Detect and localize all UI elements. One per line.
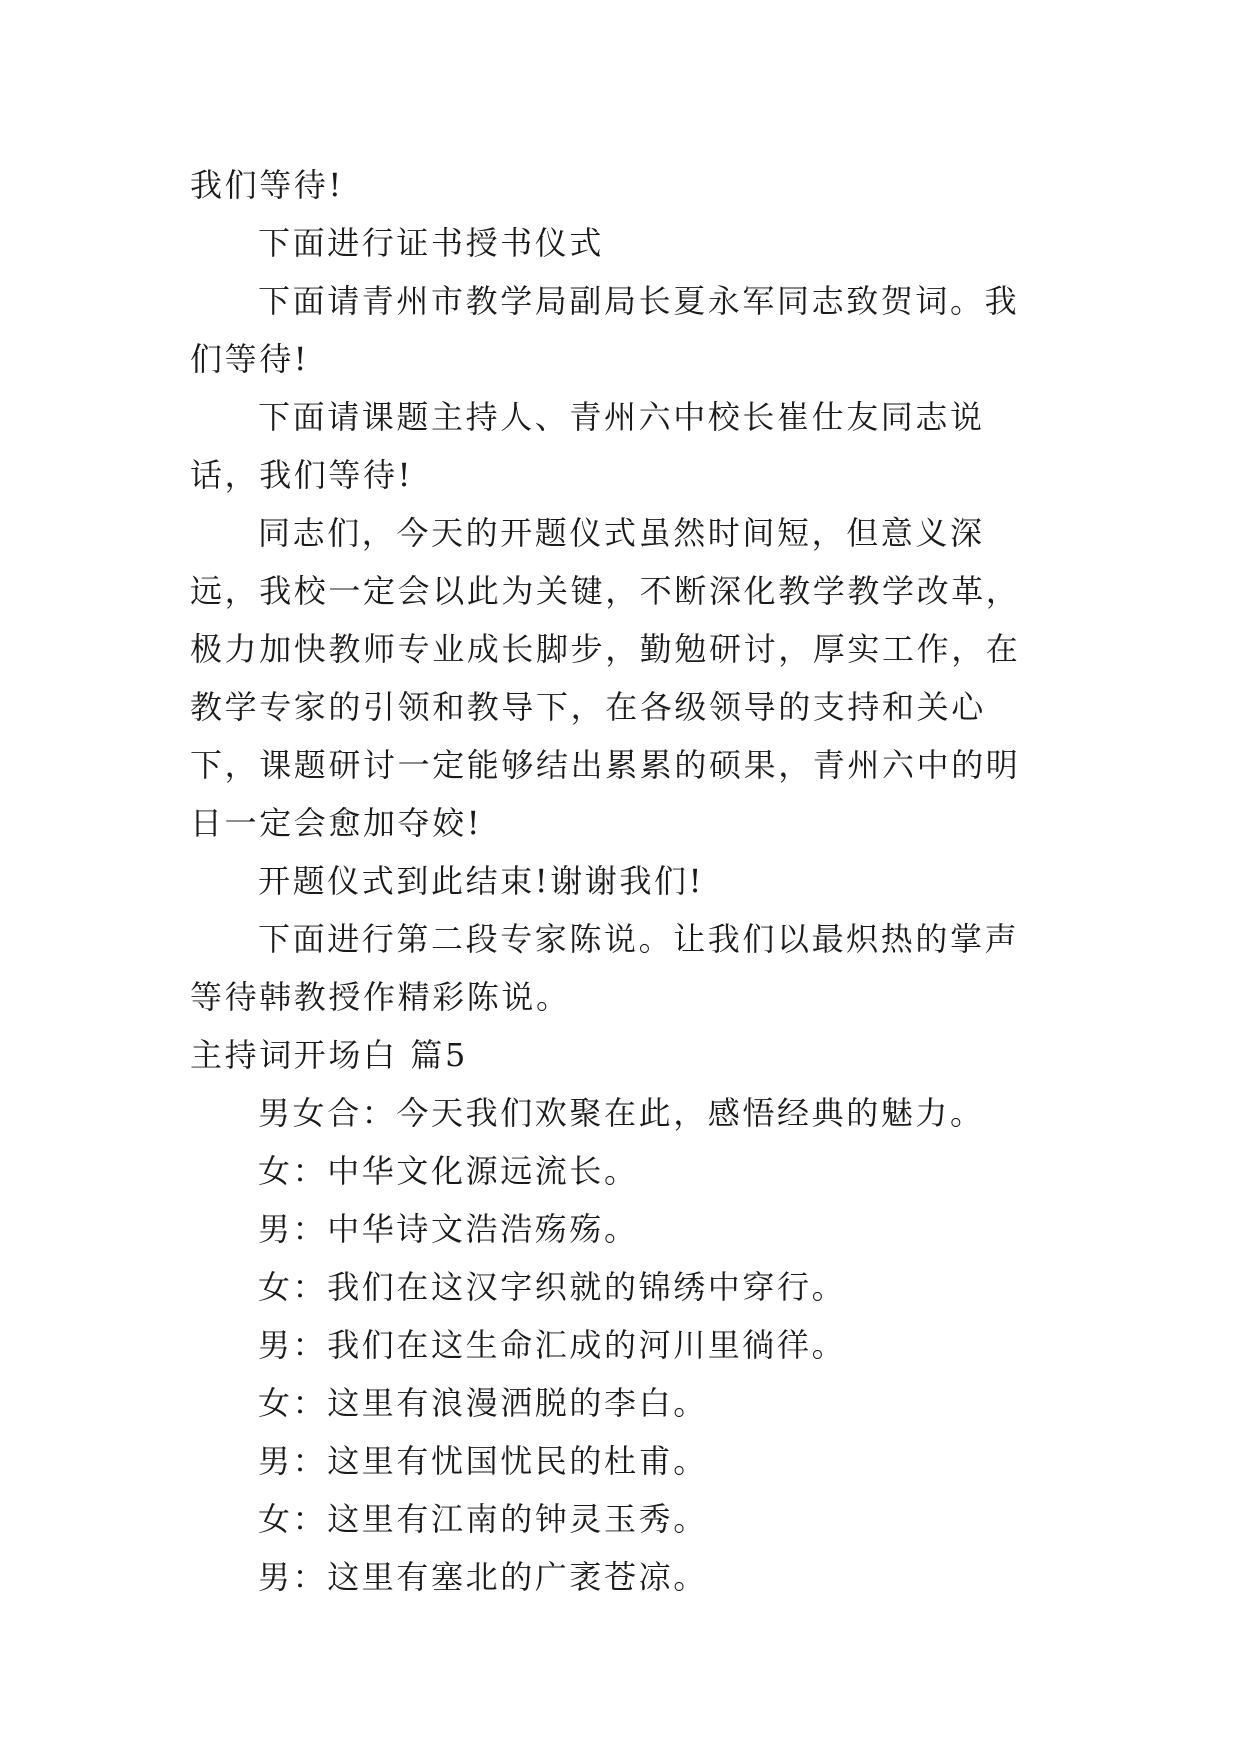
paragraph: 下面请青州市教学局副局长夏永军同志致贺词。我们等待! bbox=[190, 282, 1020, 378]
section-heading: 主持词开场白 篇5 bbox=[190, 1036, 468, 1074]
dialogue-line: 男女合：今天我们欢聚在此，感悟经典的魅力。 bbox=[258, 1094, 985, 1132]
dialogue-line: 女：我们在这汉字织就的锦绣中穿行。 bbox=[258, 1268, 847, 1306]
dialogue-line: 男：这里有塞北的广袤苍凉。 bbox=[258, 1558, 708, 1596]
paragraph: 我们等待! bbox=[190, 166, 344, 204]
document-body bbox=[190, 156, 1052, 1606]
paragraph: 同志们，今天的开题仪式虽然时间短，但意义深远，我校一定会以此为关键，不断深化教学教学改革，极力加快教师专业成长脚步，勤勉研讨，厚实工作，在教学专家的引领和教导下，在各级领导的支持和关心下，课题研讨一定能够结出累累的硕果，青州六中的明日一定会愈加夺姣! bbox=[190, 514, 1021, 842]
dialogue-line: 男：中华诗文浩浩殇殇。 bbox=[258, 1210, 639, 1248]
dialogue-list bbox=[190, 1084, 1052, 1606]
dialogue-line: 女：这里有浪漫洒脱的李白。 bbox=[258, 1384, 708, 1422]
dialogue-line: 女：这里有江南的钟灵玉秀。 bbox=[258, 1500, 708, 1538]
dialogue-line: 男：我们在这生命汇成的河川里徜徉。 bbox=[258, 1326, 847, 1364]
dialogue-line: 女：中华文化源远流长。 bbox=[258, 1152, 639, 1190]
dialogue-line: 男：这里有忧国忧民的杜甫。 bbox=[258, 1442, 708, 1480]
paragraph: 下面进行证书授书仪式 bbox=[258, 224, 605, 262]
paragraph: 开题仪式到此结束!谢谢我们! bbox=[258, 862, 705, 900]
paragraph: 下面进行第二段专家陈说。让我们以最炽热的掌声等待韩教授作精彩陈说。 bbox=[190, 920, 1020, 1016]
paragraph: 下面请课题主持人、青州六中校长崔仕友同志说话，我们等待! bbox=[190, 398, 985, 494]
